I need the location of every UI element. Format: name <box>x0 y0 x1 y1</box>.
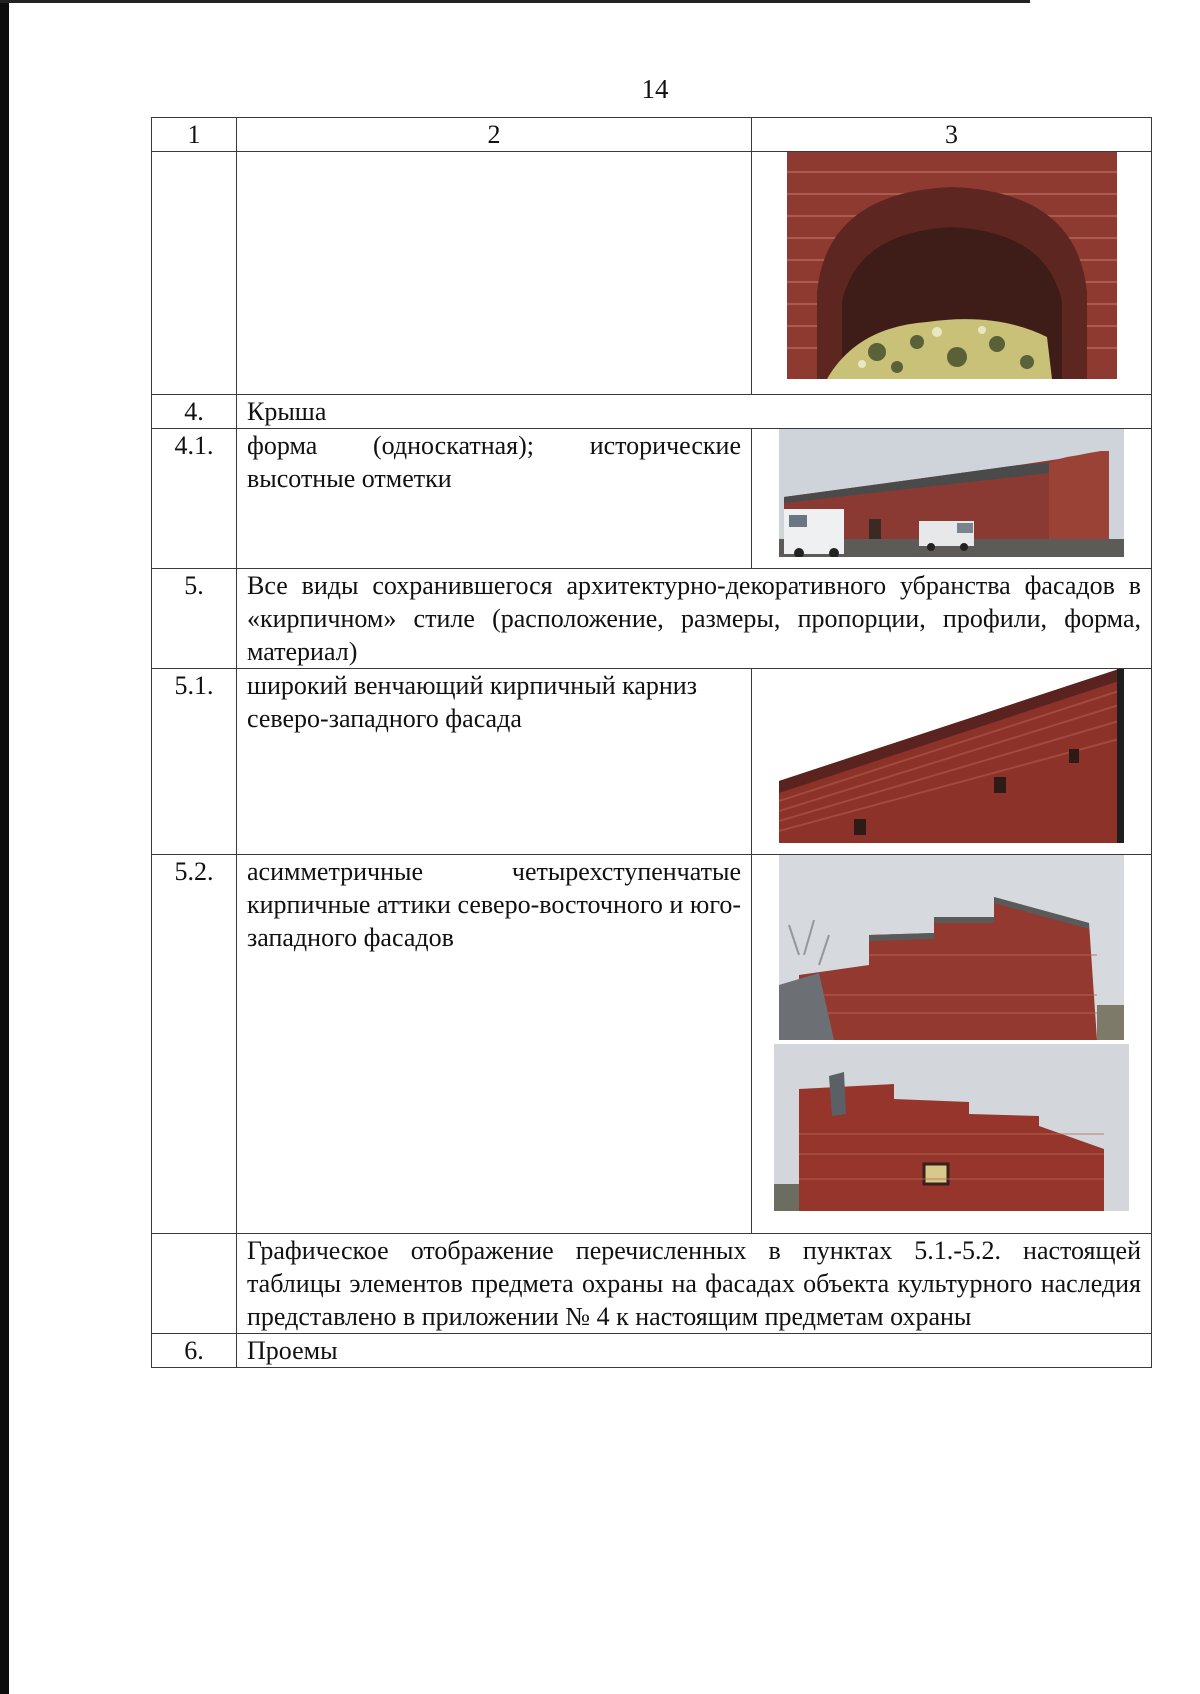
row-text: форма (односкатная); исторические высотные отметки <box>237 429 752 569</box>
photo-cell <box>752 855 1152 1234</box>
attic-southwest-photo <box>774 1044 1129 1211</box>
arch-opening-photo <box>787 152 1117 379</box>
scan-top-border <box>0 0 1030 3</box>
photo-cell <box>752 152 1152 395</box>
header-col-1: 1 <box>152 118 237 152</box>
header-col-2: 2 <box>237 118 752 152</box>
table-row-roof-shape <box>152 429 1152 569</box>
row-text: Проемы <box>237 1334 1152 1368</box>
row-text <box>237 152 752 395</box>
row-number: 6. <box>152 1334 237 1368</box>
row-text: Графическое отображение перечисленных в пунктах 5.1.-5.2. настоящей таблицы элементов предмета охраны на фасадах объекта культурного наследия представлено в приложении № 4 к настоящим предметам охраны <box>237 1234 1152 1334</box>
photo-cell <box>752 669 1152 855</box>
photo-cell <box>752 429 1152 569</box>
table-row-decor <box>152 569 1152 669</box>
row-number: 5.1. <box>152 669 237 855</box>
row-text: Все виды сохранившегося архитектурно-декоративного убранства фасадов в «кирпичном» стиле (расположение, размеры, пропорции, профили, форма, материал) <box>237 569 1152 669</box>
scan-left-border <box>0 0 9 1694</box>
attic-northeast-photo <box>779 855 1124 1040</box>
row-number: 4. <box>152 395 237 429</box>
table-row-attics <box>152 855 1152 1234</box>
row-text: Крыша <box>237 395 1152 429</box>
protection-items-table <box>151 117 1152 1368</box>
row-number <box>152 152 237 395</box>
row-number: 4.1. <box>152 429 237 569</box>
table-row-openings <box>152 1334 1152 1368</box>
table-row-note <box>152 1234 1152 1334</box>
table-row-cornice <box>152 669 1152 855</box>
roof-building-photo <box>779 429 1124 557</box>
row-text: широкий венчающий кирпичный карниз северо-западного фасада <box>237 669 752 855</box>
table-row <box>152 152 1152 395</box>
row-number <box>152 1234 237 1334</box>
table-header-row <box>152 118 1152 152</box>
row-text: асимметричные четырехступенчатые кирпичные аттики северо-восточного и юго-западного фасадов <box>237 855 752 1234</box>
cornice-photo <box>779 669 1124 843</box>
header-col-3: 3 <box>752 118 1152 152</box>
table-row-roof <box>152 395 1152 429</box>
page-number: 14 <box>641 74 669 104</box>
row-number: 5. <box>152 569 237 669</box>
row-number: 5.2. <box>152 855 237 1234</box>
